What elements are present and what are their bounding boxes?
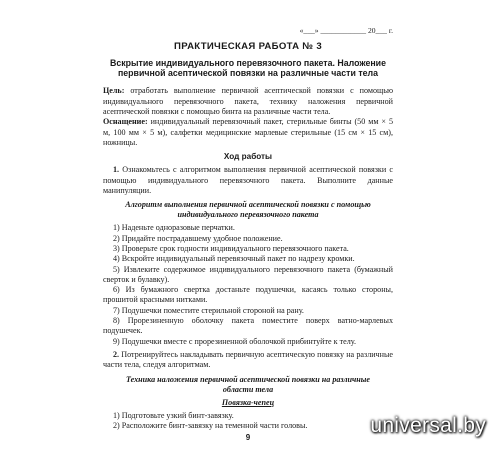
equipment-text: индивидуальный перевязочный пакет, стерильные бинты (50 мм × 5 м, 100 мм × 5 м), салфетки медицинские марлевые стерильные (15 см × 15 см), ножницы. bbox=[103, 117, 393, 147]
algorithm-step: 6) Из бумажного свертка достаньте подушечки, касаясь только стороны, прошитой красными нитками. bbox=[103, 285, 393, 305]
algorithm-step: 4) Вскройте индивидуальный перевязочный пакет по надрезу кромки. bbox=[113, 254, 355, 264]
step-2-number: 2. bbox=[113, 349, 120, 359]
algorithm-step: 2) Придайте пострадавшему удобное положение. bbox=[113, 233, 283, 243]
algorithm-list bbox=[103, 223, 393, 347]
goal-label: Цель: bbox=[103, 86, 125, 96]
algorithm-step: 8) Прорезиненную оболочку пакета поместите поверх ватно-марлевых подушечек. bbox=[103, 316, 393, 336]
page-title: ПРАКТИЧЕСКАЯ РАБОТА № 3 bbox=[174, 41, 322, 53]
algorithm-step: 1) Наденьте одноразовые перчатки. bbox=[113, 223, 235, 233]
watermark: universal.by bbox=[370, 414, 486, 437]
step-1-text: Ознакомьтесь с алгоритмом выполнения первичной асептической повязки с помощью индивидуального перевязочного пакета. Выполните данные манипуляции. bbox=[103, 165, 393, 196]
algorithm-step: 5) Извлеките содержимое индивидуального перевязочного пакета (бумажный сверток и булавку). bbox=[103, 264, 393, 284]
bandage-list bbox=[103, 411, 393, 432]
equipment-label: Оснащение: bbox=[103, 117, 148, 127]
step-1 bbox=[103, 165, 393, 196]
bandage-step: 2) Расположите бинт-завязку на теменной части головы. bbox=[113, 420, 308, 430]
bandage-title: Повязка-чепец bbox=[221, 397, 275, 407]
progress-heading: Ход работы bbox=[223, 152, 273, 162]
step-2-text: Потренируйтесь накладывать первичную асептическую повязку на различные части тела, следуя алгоритмам. bbox=[103, 349, 393, 370]
equipment-paragraph bbox=[103, 117, 393, 148]
goal-paragraph bbox=[103, 86, 393, 117]
document-page bbox=[103, 26, 393, 443]
date-line: «___» ____________ 20___ г. bbox=[299, 26, 393, 35]
algorithm-step: 9) Подушечки вместе с прорезиненной оболочкой прибинтуйте к телу. bbox=[113, 336, 357, 346]
bandage-step: 1) Подготовьте узкий бинт-завязку. bbox=[113, 410, 234, 420]
algorithm-step: 3) Проверьте срок годности индивидуального перевязочного пакета. bbox=[113, 243, 349, 253]
technique-title: Техника наложения первичной асептической повязки на различные области тела bbox=[126, 374, 370, 394]
algorithm-step: 7) Подушечки поместите стерильной стороной на рану. bbox=[113, 305, 304, 315]
algorithm-title: Алгоритм выполнения первичной асептической повязки с помощью индивидуального перевязочного пакета bbox=[125, 200, 371, 220]
step-2 bbox=[103, 350, 393, 371]
goal-text: отработать выполнение первичной асептической повязки с помощью индивидуального перевязочного пакета, технику наложения первичной асептической повязки с помощью бинта на различные части тела. bbox=[103, 86, 393, 116]
step-1-number: 1. bbox=[113, 165, 120, 175]
work-subtitle: Вскрытие индивидуального перевязочного пакета. Наложение первичной асептической повязки на различные части тела bbox=[110, 57, 386, 78]
page-number: 9 bbox=[245, 433, 251, 443]
